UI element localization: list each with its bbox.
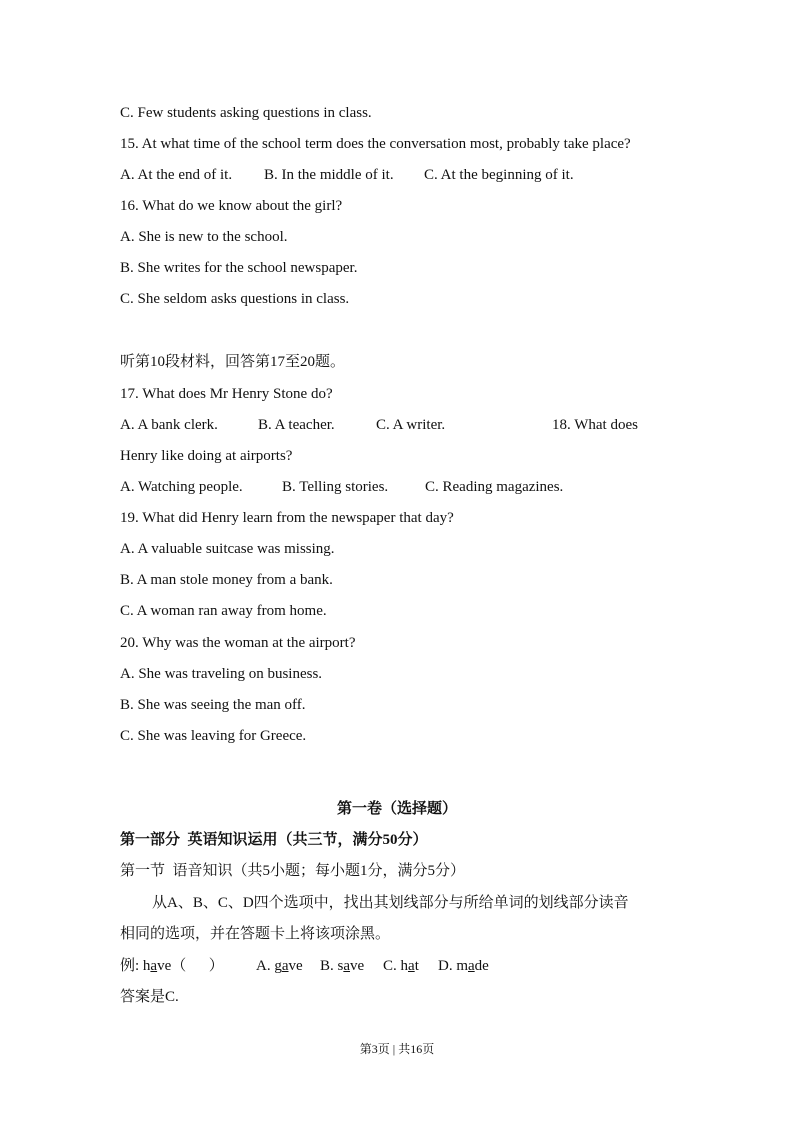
example-given-word: 例: have（ ）	[120, 958, 224, 974]
q18-option-c: C. Reading magazines.	[425, 479, 564, 495]
q18-question-part1: 18. What does	[552, 417, 638, 433]
q20-question: 20. Why was the woman at the airport?	[120, 635, 356, 651]
q15-option-c: C. At the beginning of it.	[424, 167, 574, 183]
q18-option-a: A. Watching people.	[120, 479, 243, 495]
q18-option-b: B. Telling stories.	[282, 479, 389, 495]
q15-question: 15. At what time of the school term does the conversation most, probably take place?	[120, 136, 631, 152]
example-option-d: D. made	[438, 958, 489, 974]
part1-heading: 第一部分 英语知识运用（共三节，满分50分）	[120, 832, 428, 848]
section10-instruction: 听第10段材料，回答第17至20题。	[120, 354, 346, 370]
q17-question: 17. What does Mr Henry Stone do?	[120, 386, 333, 402]
q17-option-a: A. A bank clerk.	[120, 417, 218, 433]
q16-option-b: B. She writes for the school newspaper.	[120, 260, 358, 276]
q19-option-b: B. A man stole money from a bank.	[120, 572, 333, 588]
q17-option-b: B. A teacher.	[258, 417, 335, 433]
volume-title: 第一卷（选择题）	[336, 801, 457, 817]
example-option-b: B. save	[320, 958, 365, 974]
example-option-a: A. gave	[256, 958, 303, 974]
example-answer: 答案是C.	[120, 989, 179, 1005]
q19-option-c: C. A woman ran away from home.	[120, 603, 327, 619]
q15-option-a: A. At the end of it.	[120, 167, 233, 183]
section1-instruction-line2: 相同的选项，并在答题卡上将该项涂黑。	[120, 926, 391, 942]
q18-question-part2: Henry like doing at airports?	[120, 448, 293, 464]
example-option-c: C. hat	[383, 958, 419, 974]
q20-option-b: B. She was seeing the man off.	[120, 697, 306, 713]
q16-option-c: C. She seldom asks questions in class.	[120, 291, 350, 307]
q19-question: 19. What did Henry learn from the newspaper that day?	[120, 510, 454, 526]
section1-instruction-line1: 从A、B、C、D四个选项中，找出其划线部分与所给单词的划线部分读音	[152, 895, 629, 911]
q19-option-a: A. A valuable suitcase was missing.	[120, 541, 335, 557]
q15-option-b: B. In the middle of it.	[264, 167, 394, 183]
q14-option-c: C. Few students asking questions in class.	[120, 105, 372, 121]
q20-option-a: A. She was traveling on business.	[120, 666, 323, 682]
section1-heading: 第一节 语音知识（共5小题；每小题1分，满分5分）	[120, 863, 466, 879]
q17-option-c: C. A writer.	[376, 417, 446, 433]
q20-option-c: C. She was leaving for Greece.	[120, 728, 307, 744]
q16-question: 16. What do we know about the girl?	[120, 198, 343, 214]
page-footer: 第3页 | 共16页	[359, 1042, 435, 1056]
q16-option-a: A. She is new to the school.	[120, 229, 288, 245]
